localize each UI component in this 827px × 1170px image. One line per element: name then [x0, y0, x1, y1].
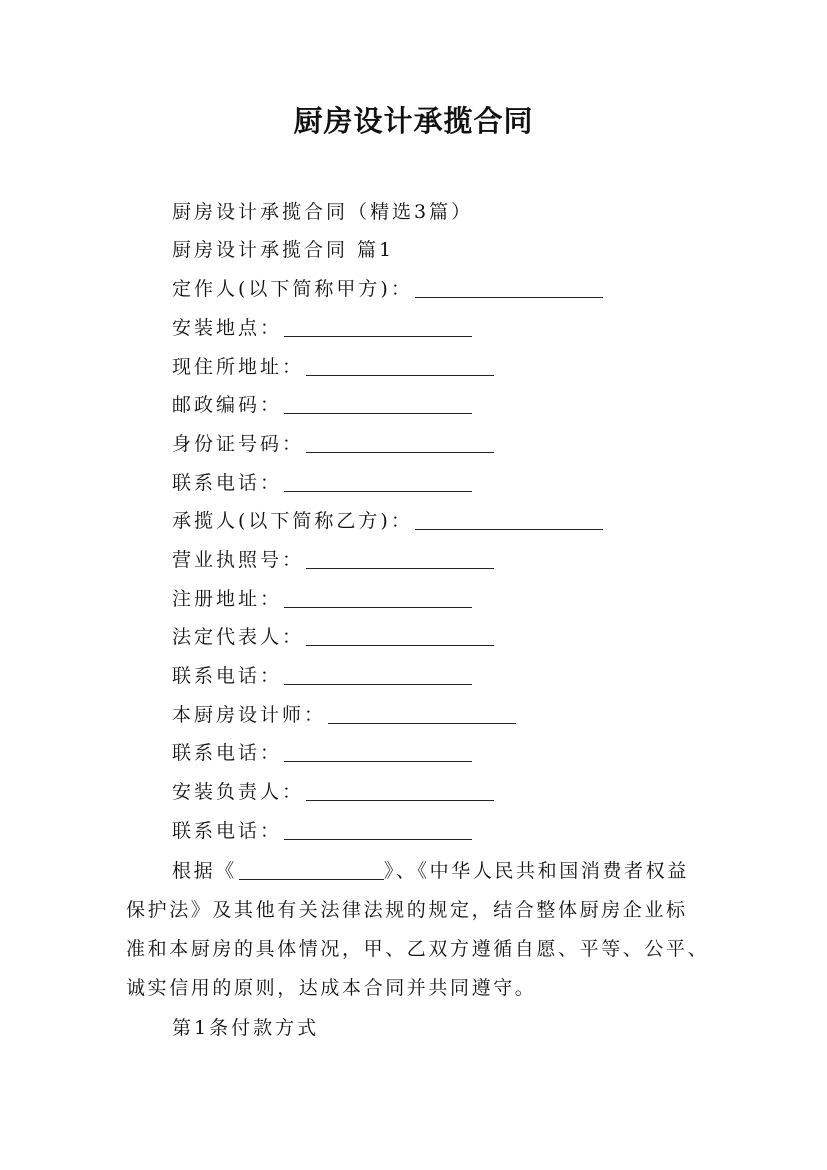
- field-phone-manager: [172, 819, 472, 843]
- field-registered-address: [172, 587, 472, 611]
- field-label: 承揽人(以下简称乙方)：: [172, 510, 413, 532]
- field-label: 联系电话：: [172, 820, 283, 842]
- field-current-address: [172, 355, 494, 379]
- field-postal-code: [172, 393, 472, 417]
- field-label: 联系电话：: [172, 472, 283, 494]
- field-label: 定作人(以下简称甲方)：: [172, 278, 413, 300]
- field-label: 安装地点：: [172, 317, 283, 339]
- body-paragraph: [126, 852, 710, 1008]
- blank-line: [415, 511, 603, 530]
- field-install-location: [172, 316, 472, 340]
- blank-line: [239, 861, 384, 880]
- heading-line: 厨房设计承揽合同（精选3篇）: [172, 201, 474, 223]
- blank-line: [306, 782, 494, 801]
- field-label: 本厨房设计师：: [172, 704, 327, 726]
- field-party-b: [172, 509, 603, 533]
- blank-line: [328, 705, 516, 724]
- blank-line: [284, 589, 472, 608]
- blank-line: [306, 434, 494, 453]
- field-label: 联系电话：: [172, 665, 283, 687]
- field-id-number: [172, 432, 494, 456]
- field-phone-a: [172, 471, 472, 495]
- blank-line: [306, 627, 494, 646]
- paragraph-line-2: 保护法》及其他有关法律法规的规定，结合整体厨房企业标: [126, 899, 688, 921]
- blank-line: [284, 395, 472, 414]
- field-label: 身份证号码：: [172, 433, 305, 455]
- document-title: 厨房设计承揽合同: [293, 104, 534, 138]
- field-designer: [172, 703, 516, 727]
- blank-line: [284, 821, 472, 840]
- field-license-number: [172, 548, 494, 572]
- field-label: 联系电话：: [172, 742, 283, 764]
- article-heading: 第1条付款方式: [172, 1017, 320, 1039]
- blank-line: [284, 666, 472, 685]
- blank-line: [284, 318, 472, 337]
- blank-line: [415, 279, 603, 298]
- field-label: 现住所地址：: [172, 356, 305, 378]
- paragraph-text: 根据《: [172, 860, 237, 882]
- field-label: 注册地址：: [172, 588, 283, 610]
- blank-line: [306, 550, 494, 569]
- field-party-a: [172, 277, 603, 301]
- field-phone-designer: [172, 741, 472, 765]
- field-legal-rep: [172, 625, 494, 649]
- field-label: 法定代表人：: [172, 626, 305, 648]
- field-label: 邮政编码：: [172, 394, 283, 416]
- paragraph-line-3: 准和本厨房的具体情况，甲、乙双方遵循自愿、平等、公平、: [126, 938, 710, 960]
- blank-line: [306, 357, 494, 376]
- field-install-manager: [172, 780, 494, 804]
- field-label: 营业执照号：: [172, 549, 305, 571]
- field-phone-b: [172, 664, 472, 688]
- paragraph-line-4: 诚实信用的原则，达成本合同并共同遵守。: [126, 977, 537, 999]
- blank-line: [284, 473, 472, 492]
- blank-line: [284, 743, 472, 762]
- paragraph-text: 》、《中华人民共和国消费者权益: [383, 860, 689, 882]
- section-line: 厨房设计承揽合同 篇1: [172, 239, 395, 261]
- field-label: 安装负责人：: [172, 781, 305, 803]
- paragraph-line-1: [126, 852, 706, 891]
